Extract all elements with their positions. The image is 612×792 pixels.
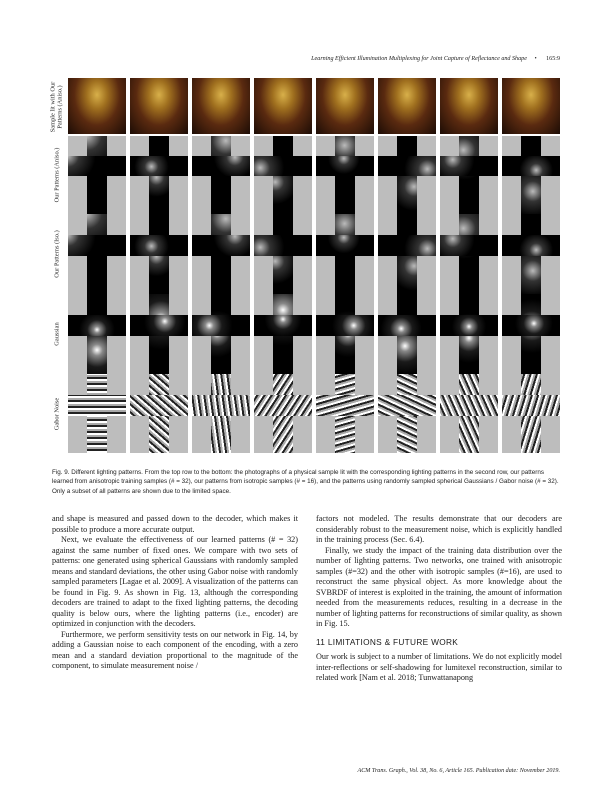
row-label-iso: Our Patterns (Iso.): [53, 230, 61, 278]
lit-sample-photo: [254, 78, 312, 134]
lit-sample-photo: [440, 78, 498, 134]
left-column: [52, 514, 298, 672]
row-label-gaussian: Gaussian: [53, 322, 61, 346]
pattern-cross-horizontal: [316, 235, 374, 256]
lit-sample-photo: [502, 78, 560, 134]
lit-sample-photo: [378, 78, 436, 134]
row-label-lit-sample: Sample lit with Our Patterns (Aniso.): [49, 81, 64, 133]
row-label-gabor: Gabor Noise: [53, 397, 61, 431]
lit-sample-photo: [192, 78, 250, 134]
pattern-cross-horizontal: [130, 315, 188, 336]
paragraph: Furthermore, we perform sensitivity tests on our network in Fig. 14, by adding a Gaussian noise to each component of the encoding, with a zero mean and a standard deviation proportional to the magnitude of the component, to simulate measurement noise /: [52, 629, 298, 670]
pattern-cross-horizontal: [68, 395, 126, 416]
pattern-cross-horizontal: [502, 315, 560, 336]
paragraph: Next, we evaluate the effectiveness of our learned patterns (# = 32) against the same number of fixed ones. We compare with two sets of patterns: one generated using spherical Gaussians with randomly sampled means and standard deviations, the other using Gabor noise with randomly sampled parameters [Lagae et al. 2009]. A visualization of the patterns can be found in Fig. 9. As shown in Fig. 13, although the corresponding decoders are trained to adapt to the fixed lighting patterns, the decoding quality is below ours, where the lighting patterns (i.e., encoder) are optimized in conjunction with the decoders.: [52, 535, 298, 628]
pattern-cross-horizontal: [192, 156, 250, 176]
pattern-cross-horizontal: [68, 315, 126, 336]
figure-9: [48, 78, 564, 453]
figure-caption: Fig. 9. Different lighting patterns. From the top row to the bottom: the photographs of a physical sample lit with the corresponding lighting patterns in the second row, our patterns learned from anisotropic training samples (# = 32), our patterns from isotropic samples (# = 16), and the patterns using randomly sampled spherical Gaussians / Gabor noise (# = 32). Only a subset of all patterns are shown due to the limited space.: [52, 469, 559, 495]
page-footer: ACM Trans. Graph., Vol. 38, No. 6, Article 165. Publication date: November 2019.: [357, 768, 560, 774]
pattern-cross-horizontal: [440, 235, 498, 256]
lit-sample-photo: [316, 78, 374, 134]
right-column: [316, 514, 562, 684]
pattern-cross-horizontal: [378, 395, 436, 416]
paragraph: Finally, we study the impact of the training data distribution over the number of lighting patterns. Two networks, one trained with anisotropic samples (#=32) and the other with isotropic samples (#=16), are used to reconstruct the same physical object. As more knowledge about the SVBRDF of interest is exploited in the training, the amount of information needed from the measurements reduces, resulting in a decrease in the number of lighting patterns for reconstructions of similar quality, as shown in Fig. 15.: [316, 545, 562, 628]
pattern-cross-horizontal: [68, 156, 126, 176]
pattern-cross-horizontal: [254, 395, 312, 416]
paragraph: and shape is measured and passed down to the decoder, which makes it possible to produce a more accurate output.: [52, 514, 298, 534]
pattern-cross-horizontal: [502, 156, 560, 176]
pattern-cross-horizontal: [378, 156, 436, 176]
pattern-cross-horizontal: [440, 395, 498, 416]
pattern-cross-horizontal: [254, 156, 312, 176]
pattern-cross-horizontal: [378, 235, 436, 256]
lit-sample-photo: [68, 78, 126, 134]
pattern-cross-horizontal: [502, 395, 560, 416]
lit-sample-photo: [130, 78, 188, 134]
pattern-cross-horizontal: [502, 235, 560, 256]
section-heading: 11 LIMITATIONS & FUTURE WORK: [316, 636, 459, 647]
pattern-cross-horizontal: [440, 315, 498, 336]
paragraph: factors not modeled. The results demonstrate that our decoders are considerably robust to the measurement noise, which is explicitly handled in the training process (Sec. 6.4).: [316, 514, 562, 544]
running-title: Learning Efficient Illumination Multiplexing for Joint Capture of Reflectance and Shape: [311, 56, 527, 62]
pattern-cross-horizontal: [254, 235, 312, 256]
pattern-cross-horizontal: [316, 156, 374, 176]
row-label-aniso: Our Patterns (Aniso.): [53, 147, 61, 203]
paragraph: Our work is subject to a number of limitations. We do not explicitly model inter-reflections or self-shadowing for lumitexel reconstruction, similar to related work [Nam et al. 2018; Tunwattanapong: [316, 652, 562, 682]
pattern-cross-horizontal: [192, 315, 250, 336]
pattern-cross-horizontal: [130, 395, 188, 416]
pattern-cross-horizontal: [316, 315, 374, 336]
pattern-cross-horizontal: [192, 235, 250, 256]
running-header: [311, 56, 560, 62]
page-number: 165:9: [546, 56, 560, 62]
pattern-cross-horizontal: [316, 395, 374, 416]
pattern-cross-horizontal: [254, 315, 312, 336]
pattern-cross-horizontal: [378, 315, 436, 336]
header-separator: •: [534, 56, 537, 62]
pattern-cross-horizontal: [130, 235, 188, 256]
pattern-cross-horizontal: [130, 156, 188, 176]
pattern-cross-horizontal: [192, 395, 250, 416]
pattern-cross-horizontal: [440, 156, 498, 176]
pattern-cross-horizontal: [68, 235, 126, 256]
